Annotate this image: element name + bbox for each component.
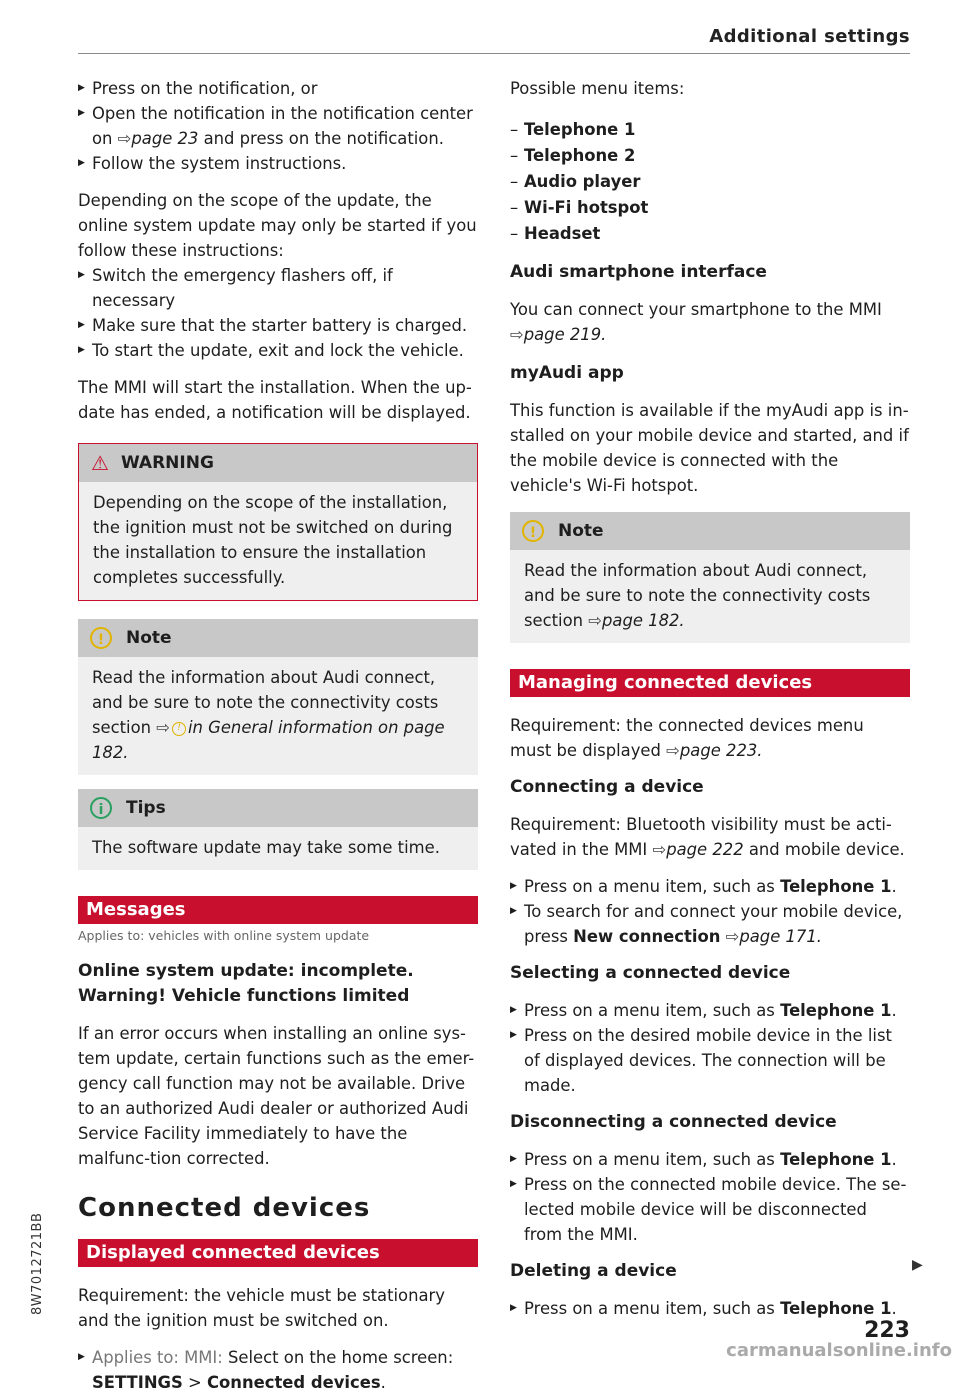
section-heading: myAudi app <box>510 363 624 383</box>
paragraph: Requirement: the vehicle must be stationary and the ignition must be switched on. <box>78 1286 445 1330</box>
info-icon: i <box>90 797 112 819</box>
page-link[interactable]: page 171. <box>739 927 822 946</box>
note-icon: ! <box>90 627 112 649</box>
note-title: Note <box>558 521 604 541</box>
note-text: Read the information about Audi connect, and be sure to note the connectivity costs section ⇨page 182. <box>524 561 871 630</box>
page-link[interactable]: in General information on page 182. <box>92 718 445 762</box>
page-link[interactable]: page 223. <box>679 741 763 760</box>
paragraph: This function is available if the myAudi app is in-stalled on your mobile device and started, and if the mobile device is connected with the vehicle's Wi-Fi hotspot. <box>510 401 909 495</box>
list-item: ▶ Open the notification in the notification center on ⇨page 23 and press on the notification. <box>78 101 478 151</box>
left-column <box>78 76 478 1395</box>
list-item: ▶ Press on the notification, or <box>78 76 478 101</box>
warning-icon: ⚠ <box>91 451 109 475</box>
tips-text: The software update may take some time. <box>92 838 440 857</box>
chapter-title: Connected devices <box>78 1193 371 1223</box>
continue-arrow-icon: ▶ <box>912 1257 923 1273</box>
paragraph: You can connect your smartphone to the MMI ⇨page 219. <box>510 300 882 344</box>
page-link[interactable]: page 182. <box>602 611 685 630</box>
list-item: ▶ Press on a menu item, such as Telephone 1. <box>510 874 910 899</box>
applies-note: Applies to: vehicles with online system update <box>78 928 370 943</box>
section-heading: Deleting a device <box>510 1261 677 1281</box>
list-item: ▶ Press on the desired mobile device in the list of displayed devices. The connection will be made. <box>510 1023 910 1098</box>
paragraph: Depending on the scope of the update, the online system update may only be started if you follow these instructions: <box>78 191 477 260</box>
header-title: Additional settings <box>709 26 910 47</box>
side-code: 8W7012721BB <box>30 1212 45 1315</box>
page-link[interactable]: page 219. <box>523 325 607 344</box>
section-heading: Selecting a connected device <box>510 963 791 983</box>
warning-title: WARNING <box>120 453 214 473</box>
paragraph: The MMI will start the installation. When the up-date has ended, a notification will be displayed. <box>78 378 472 422</box>
list-item: ▶ Press on a menu item, such as Telephone 1. <box>510 1147 910 1172</box>
list-item: – Audio player <box>510 169 910 194</box>
note-icon: ! <box>522 520 544 542</box>
list-item: ▶ Switch the emergency flashers off, if necessary <box>78 263 478 313</box>
list-item: ▶ To start the update, exit and lock the vehicle. <box>78 338 478 363</box>
page-number: 223 <box>864 1318 910 1343</box>
note-small-icon: ! <box>172 722 186 736</box>
list-item: ▶ Press on a menu item, such as Telephone 1. <box>510 1296 910 1321</box>
list-item: – Telephone 1 <box>510 117 910 142</box>
section-heading: Audi smartphone interface <box>510 262 767 282</box>
paragraph: Requirement: the connected devices menu must be displayed ⇨page 223. <box>510 716 864 760</box>
right-column <box>510 76 910 1321</box>
page-link[interactable]: page 222 <box>666 840 744 859</box>
paragraph: Requirement: Bluetooth visibility must be acti-vated in the MMI ⇨page 222 and mobile device. <box>510 815 905 859</box>
note-box <box>78 619 478 775</box>
list-item: ▶ Make sure that the starter battery is charged. <box>78 313 478 338</box>
list-item: – Telephone 2 <box>510 143 910 168</box>
list-item: ▶ Press on the connected mobile device. The se-lected mobile device will be disconnected from the MMI. <box>510 1172 910 1247</box>
section-banner-messages: Messages <box>78 896 478 924</box>
warning-text: Depending on the scope of the installation, the ignition must not be switched on during the installation to ensure the installation completes successfully. <box>93 493 453 587</box>
watermark: carmanualsonline.info <box>726 1340 952 1361</box>
tips-box <box>78 789 478 870</box>
paragraph: Possible menu items: <box>510 79 685 98</box>
menu-items-list <box>510 117 910 246</box>
list-item: – Headset <box>510 221 910 246</box>
section-banner-managing: Managing connected devices <box>510 669 910 697</box>
paragraph: If an error occurs when installing an online sys-tem update, certain functions such as the emer-gency call function may not be available. Drive to an authorized Audi dealer or authorized Audi Service Facility immediately to have the malfunc-tion corrected. <box>78 1024 475 1168</box>
section-banner-displayed: Displayed connected devices <box>78 1239 478 1267</box>
message-heading: Online system update: incomplete. Warning! Vehicle functions limited <box>78 961 414 1006</box>
list-item: ▶ To search for and connect your mobile device, press New connection ⇨page 171. <box>510 899 910 949</box>
list-item: ▶ Follow the system instructions. <box>78 151 478 176</box>
list-item: – Wi-Fi hotspot <box>510 195 910 220</box>
section-heading: Disconnecting a connected device <box>510 1112 837 1132</box>
section-heading: Connecting a device <box>510 777 704 797</box>
page-header <box>78 22 910 54</box>
note-text: Read the information about Audi connect, and be sure to note the connectivity costs section ⇨ ! in General information on page 182. <box>92 668 445 762</box>
note-title: Note <box>126 628 172 648</box>
warning-box <box>78 443 478 601</box>
note-box <box>510 512 910 643</box>
list-item: ▶ Press on a menu item, such as Telephone 1. <box>510 998 910 1023</box>
list-item: ▶ Applies to: MMI: Select on the home screen: SETTINGS > Connected devices. <box>78 1345 478 1395</box>
page-link[interactable]: page 23 <box>131 129 199 148</box>
menu-path: SETTINGS <box>92 1373 183 1392</box>
menu-path: Connected devices <box>207 1373 381 1392</box>
tips-title: Tips <box>126 798 166 818</box>
